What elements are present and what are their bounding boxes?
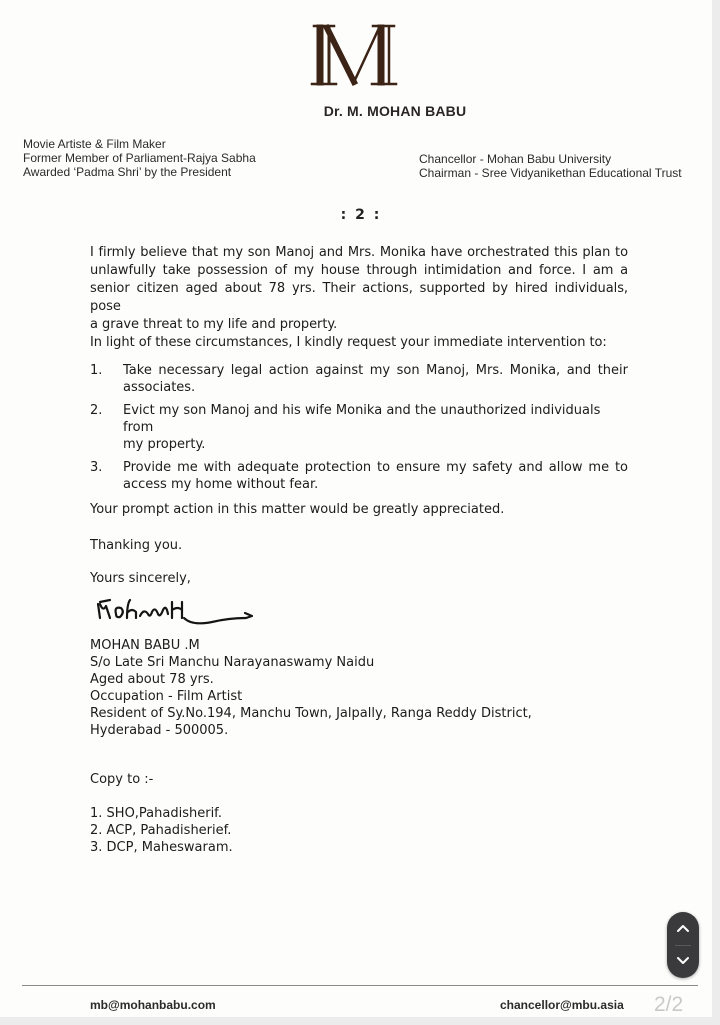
viewer-edge-bottom bbox=[0, 1017, 720, 1025]
closing-sentence: Your prompt action in this matter would be greatly appreciated. bbox=[90, 502, 505, 517]
credential-line: Awarded ‘Padma Shri’ by the President bbox=[23, 165, 232, 179]
footer-divider bbox=[22, 985, 698, 986]
logo bbox=[310, 22, 398, 88]
paragraph-line: unlawfully take possession of my house through intimidation and force. I am a bbox=[90, 263, 628, 278]
page-marker: : 2 : bbox=[340, 207, 382, 223]
scroll-up-button[interactable] bbox=[667, 912, 699, 945]
credential-line: Chairman - Sree Vidyanikethan Educational Trust bbox=[419, 166, 682, 180]
scroll-down-button[interactable] bbox=[667, 945, 699, 978]
letterhead-name: Dr. M. MOHAN BABU bbox=[323, 103, 467, 119]
list-item bbox=[90, 362, 628, 396]
signatory-line: Occupation - Film Artist bbox=[90, 689, 243, 704]
signatory-line: Resident of Sy.No.194, Manchu Town, Jalpally, Ranga Reddy District, bbox=[90, 706, 532, 721]
list-item bbox=[90, 459, 628, 493]
signatory-line: Aged about 78 yrs. bbox=[90, 672, 214, 687]
chevron-down-icon bbox=[676, 956, 690, 966]
copy-to-item: 3. DCP, Maheswaram. bbox=[90, 840, 233, 855]
copy-to-label: Copy to :- bbox=[90, 772, 154, 787]
list-text-line: Take necessary legal action against my son Manoj, Mrs. Monika, and their bbox=[123, 363, 628, 378]
list-text-line: Evict my son Manoj and his wife Monika and the unauthorized individuals from bbox=[123, 403, 601, 435]
list-text-line: my property. bbox=[123, 437, 206, 452]
signature-drawing bbox=[94, 592, 264, 630]
list-item bbox=[90, 402, 628, 453]
viewer-edge-right bbox=[712, 0, 720, 1025]
signatory-line: MOHAN BABU .M bbox=[90, 638, 200, 653]
copy-to-item: 1. SHO,Pahadisherif. bbox=[90, 806, 222, 821]
credential-line: Chancellor - Mohan Babu University bbox=[419, 152, 612, 166]
letterhead-left-credentials bbox=[23, 137, 256, 179]
credential-line: Former Member of Parliament-Rajya Sabha bbox=[23, 151, 256, 165]
list-text-line: access my home without fear. bbox=[123, 477, 319, 492]
request-line: In light of these circumstances, I kindly request your immediate intervention to: bbox=[90, 335, 607, 350]
paragraph-line: I firmly believe that my son Manoj and Mrs. Monika have orchestrated this plan to bbox=[90, 245, 628, 260]
footer-email-right: chancellor@mbu.asia bbox=[500, 998, 624, 1012]
paragraph-line: a grave threat to my life and property. bbox=[90, 317, 338, 332]
paragraph-line: senior citizen aged about 78 yrs. Their actions, supported by hired individuals, pose bbox=[90, 281, 628, 314]
list-number: 1. bbox=[90, 363, 103, 378]
request-list bbox=[90, 362, 628, 499]
body-paragraph bbox=[90, 244, 628, 352]
copy-to-item: 2. ACP, Pahadisherief. bbox=[90, 823, 232, 838]
footer-email-left: mb@mohanbabu.com bbox=[90, 998, 216, 1012]
credential-line: Movie Artiste & Film Maker bbox=[23, 137, 166, 151]
list-text-line: Provide me with adequate protection to ensure my safety and allow me to bbox=[123, 460, 628, 475]
copy-to-list bbox=[90, 805, 233, 856]
signatory-line: S/o Late Sri Manchu Narayanaswamy Naidu bbox=[90, 655, 375, 670]
list-number: 3. bbox=[90, 460, 103, 475]
valediction: Yours sincerely, bbox=[90, 571, 191, 586]
page-scroll-nav bbox=[667, 912, 699, 978]
signatory-line: Hyderabad - 500005. bbox=[90, 723, 229, 738]
list-number: 2. bbox=[90, 403, 103, 418]
logo-monogram-icon bbox=[310, 22, 398, 88]
handwritten-signature bbox=[94, 592, 264, 630]
signatory-details bbox=[90, 637, 532, 739]
thanks-line: Thanking you. bbox=[90, 538, 183, 553]
chevron-up-icon bbox=[676, 923, 690, 933]
page-counter: 2/2 bbox=[654, 993, 684, 1016]
list-text-line: associates. bbox=[123, 380, 196, 395]
letterhead-right-credentials bbox=[419, 152, 682, 180]
